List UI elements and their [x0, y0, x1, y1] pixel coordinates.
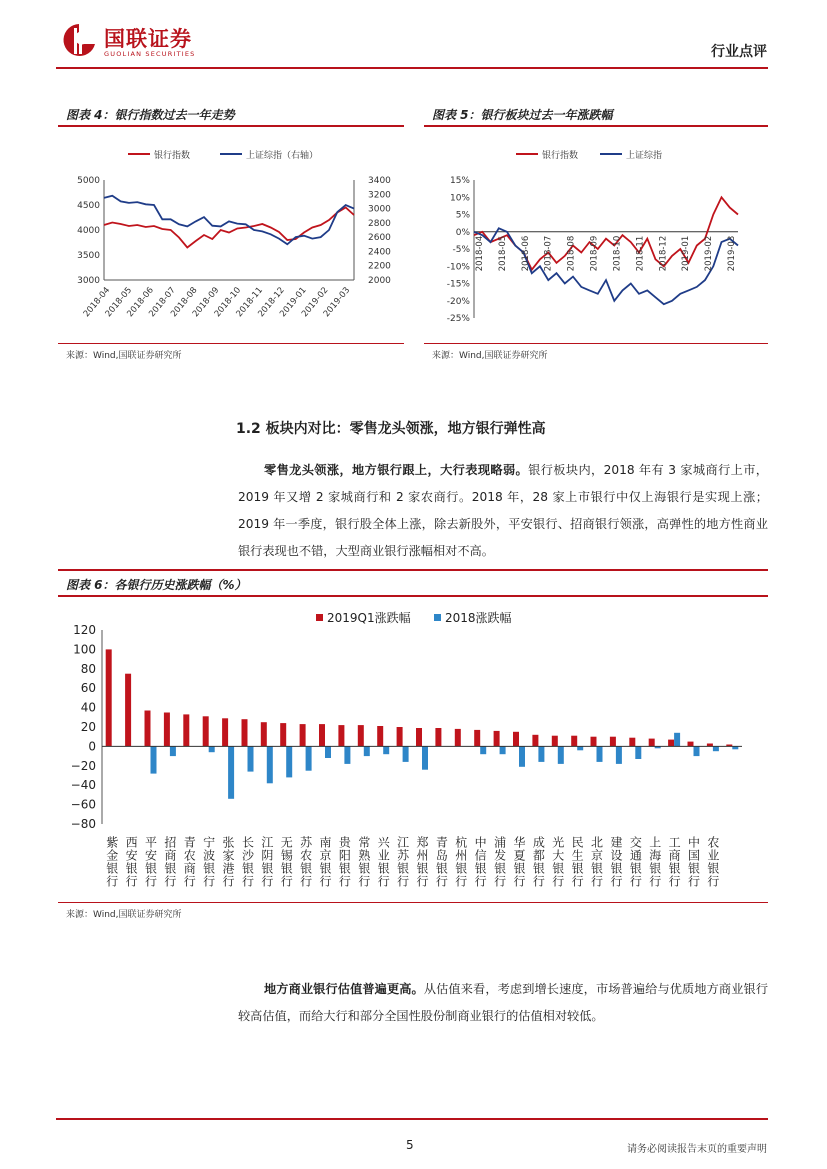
x-tick: 青岛银行	[434, 836, 449, 888]
fig6-title: 图表 6：各银行历史涨跌幅（%）	[66, 578, 247, 592]
x-tick: 杭州银行	[453, 836, 468, 888]
legend-swatch	[434, 614, 441, 621]
report-type-label: 行业点评	[711, 44, 767, 60]
series-line	[104, 196, 354, 245]
fig4-title: 图表 4：银行指数过去一年走势	[66, 108, 235, 122]
bar-2019q1	[280, 723, 286, 746]
bar-2019q1	[242, 719, 248, 746]
y-tick: -20%	[446, 296, 470, 307]
x-tick: 西安银行	[124, 836, 139, 888]
bar-2018	[480, 746, 486, 754]
bar-2019q1	[203, 716, 209, 746]
bar-2018	[694, 746, 700, 756]
x-tick: 青农商行	[182, 836, 197, 888]
paragraph-body: 银行板块内，2018 年有 3 家城商行上市，2019 年又增 2 家城商行和 2 家农商行。2018 年，28 家上市银行中仅上海银行是实现上涨；2019 年一季度，银行股全体上涨，除去新股外，平安银行、招商银行领涨，高弹性的地方性商业银行表现也不错，大型商业银行涨幅相对不高。	[238, 463, 768, 558]
x-tick: 紫金银行	[104, 836, 119, 888]
bar-2019q1	[358, 725, 364, 746]
y-tick: 40	[80, 700, 96, 715]
x-tick: 2018-04	[81, 285, 113, 320]
bar-2019q1	[145, 711, 151, 747]
fig4-chart	[58, 130, 404, 342]
bar-2019q1	[571, 736, 577, 747]
fig5-source: 来源：Wind,国联证券研究所	[432, 351, 548, 361]
y-tick: 100	[73, 642, 96, 657]
x-tick: 2018-08	[169, 285, 200, 320]
x-tick: 上海银行	[647, 836, 662, 888]
y-right-tick: 2600	[368, 233, 391, 244]
fig5-rule	[424, 125, 768, 127]
bar-2018	[597, 746, 603, 762]
bar-2018	[422, 746, 428, 769]
x-tick: 郑州银行	[415, 836, 429, 888]
y-tick: 0	[88, 739, 96, 754]
x-tick: 招商银行	[162, 836, 177, 888]
page-number: 5	[406, 1138, 414, 1152]
legend-label: 2019Q1涨跌幅	[327, 611, 411, 625]
bar-2019q1	[688, 742, 694, 747]
fig4-bottom-rule	[58, 343, 404, 344]
valuation-body: 从估值来看，考虑到增长速度，市场普遍给与优质地方商业银行较高估值，而给大行和部分全国性股份制商业银行的估值相对较低。	[238, 982, 769, 1023]
bar-2019q1	[261, 722, 267, 746]
x-tick: 2019-02	[704, 235, 715, 272]
x-tick: 2019-02	[299, 285, 331, 320]
bar-2018	[558, 746, 564, 764]
bar-2019q1	[474, 730, 480, 747]
fig6-bottom-rule	[58, 902, 768, 903]
bar-2019q1	[494, 731, 500, 747]
x-tick: 江阴银行	[259, 836, 274, 888]
x-tick: 中国银行	[686, 836, 701, 888]
x-tick: 浦发银行	[492, 836, 507, 888]
bar-2019q1	[629, 738, 635, 747]
y-tick: 120	[73, 623, 96, 637]
bar-2018	[306, 746, 312, 770]
bar-2019q1	[164, 713, 170, 747]
valuation-paragraph	[238, 976, 768, 1030]
valuation-lead: 地方商业银行估值普遍更高。	[264, 982, 424, 996]
bar-2019q1	[455, 729, 461, 747]
y-right-tick: 2800	[368, 218, 391, 229]
section-paragraph	[238, 457, 768, 565]
bar-2019q1	[222, 718, 228, 746]
legend-label: 上证综指（右轴）	[246, 151, 319, 161]
x-tick: 宁波银行	[201, 836, 216, 888]
x-tick: 贵阳银行	[337, 836, 352, 888]
x-tick: 光大银行	[550, 836, 565, 888]
y-tick: 20	[80, 720, 96, 734]
x-tick: 兴业银行	[376, 836, 391, 888]
bar-2018	[403, 746, 409, 762]
x-tick: 平安银行	[143, 836, 158, 888]
y-left-tick: 3500	[77, 251, 100, 261]
x-tick: 2018-10	[612, 235, 623, 272]
y-left-tick: 4500	[77, 201, 100, 211]
bar-2019q1	[300, 724, 306, 746]
fig6-source: 来源：Wind,国联证券研究所	[66, 910, 182, 920]
x-tick: 中信银行	[473, 836, 488, 888]
legend-label: 上证综指	[626, 151, 663, 161]
bar-2019q1	[552, 736, 558, 747]
bar-2018	[500, 746, 506, 754]
x-tick: 苏农银行	[298, 836, 313, 888]
bar-2019q1	[106, 649, 112, 746]
x-tick: 建设银行	[608, 836, 623, 888]
legend-label: 银行指数	[154, 151, 191, 161]
x-tick: 华夏银行	[511, 836, 526, 888]
legend-swatch	[316, 614, 323, 621]
bar-2019q1	[183, 714, 189, 746]
x-tick: 2019-03	[727, 235, 737, 272]
y-tick: -10%	[446, 262, 470, 273]
x-tick: 2018-09	[190, 285, 222, 320]
bar-2018	[577, 746, 583, 750]
bar-2018	[170, 746, 176, 756]
x-tick: 北京银行	[589, 836, 604, 888]
x-tick: 2018-07	[147, 285, 178, 320]
x-tick: 2018-08	[566, 235, 577, 272]
y-tick: -5%	[452, 245, 470, 255]
fig5-title: 图表 5：银行板块过去一年涨跌幅	[432, 108, 613, 122]
x-tick: 无锡银行	[279, 836, 294, 888]
y-tick: −60	[70, 797, 96, 812]
x-tick: 2018-07	[543, 235, 554, 272]
series-line	[474, 197, 738, 269]
x-tick: 交通银行	[628, 836, 643, 888]
y-left-tick: 4000	[77, 226, 100, 236]
x-tick: 2018-11	[234, 285, 266, 320]
y-tick: -25%	[446, 314, 470, 324]
header-divider	[56, 67, 768, 69]
y-tick: -15%	[446, 279, 470, 290]
bar-2019q1	[668, 740, 674, 747]
bar-2018	[383, 746, 389, 754]
y-tick: −80	[70, 817, 96, 831]
bar-2018	[364, 746, 370, 756]
bar-2019q1	[416, 728, 422, 746]
y-left-tick: 3000	[77, 276, 100, 286]
series-line	[104, 208, 354, 248]
x-tick: 农业银行	[705, 836, 720, 888]
x-tick: 2018-12	[256, 285, 287, 320]
x-tick: 民生银行	[570, 836, 585, 888]
disclaimer-text: 请务必阅读报告末页的重要声明	[627, 1144, 767, 1155]
y-tick: 15%	[449, 176, 470, 186]
bar-2019q1	[125, 674, 131, 747]
bar-2018	[248, 746, 254, 771]
x-tick: 2018-10	[212, 285, 244, 320]
y-tick: 0%	[455, 227, 470, 238]
fig6-rule	[58, 595, 768, 597]
y-tick: 10%	[449, 193, 470, 204]
bar-2018	[228, 746, 234, 798]
x-tick: 2018-06	[125, 285, 156, 320]
logo-subtext: GUOLIAN SECURITIES	[104, 50, 196, 58]
bar-2019q1	[610, 737, 616, 747]
x-tick: 2018-05	[103, 285, 135, 320]
logo-text: 国联证券	[104, 27, 192, 51]
bar-2018	[344, 746, 350, 764]
bar-2018	[325, 746, 331, 758]
bar-2019q1	[591, 737, 597, 747]
y-tick: −20	[70, 758, 96, 773]
fig6-chart	[58, 600, 768, 900]
fig5-bottom-rule	[424, 343, 768, 344]
bar-2018	[519, 746, 525, 766]
bar-2018	[267, 746, 273, 783]
x-tick: 张家港行	[221, 836, 236, 888]
x-tick: 2018-05	[497, 235, 508, 272]
x-tick: 2019-01	[681, 235, 692, 272]
x-tick: 成都银行	[531, 836, 546, 888]
x-tick: 南京银行	[318, 836, 333, 888]
x-tick: 2018-12	[658, 235, 669, 272]
x-tick: 2018-11	[635, 235, 646, 272]
x-tick: 常熟银行	[356, 836, 371, 888]
x-tick: 2018-06	[520, 235, 531, 272]
bar-2018	[538, 746, 544, 762]
legend-label: 2018涨跌幅	[445, 611, 512, 625]
y-left-tick: 5000	[77, 176, 100, 186]
y-tick: 60	[80, 681, 96, 696]
x-tick: 江苏银行	[395, 836, 410, 888]
fig4-rule	[58, 125, 404, 127]
fig6-top-rule	[58, 569, 768, 571]
bar-2019q1	[377, 726, 383, 746]
y-right-tick: 3200	[368, 190, 391, 201]
legend-label: 银行指数	[542, 151, 579, 161]
y-tick: 80	[80, 661, 96, 676]
y-right-tick: 3000	[368, 204, 391, 215]
bar-2019q1	[513, 732, 519, 747]
bar-2018	[635, 746, 641, 759]
bar-2019q1	[319, 724, 325, 746]
y-right-tick: 2000	[368, 276, 391, 286]
y-right-tick: 2200	[368, 261, 391, 272]
bar-2018	[209, 746, 215, 752]
fig5-chart	[424, 130, 768, 342]
y-right-tick: 3400	[368, 176, 391, 186]
bar-2018	[151, 746, 157, 773]
x-tick: 工商银行	[667, 836, 682, 888]
x-tick: 2019-01	[278, 285, 309, 320]
bar-2019q1	[397, 727, 403, 746]
section-title: 1.2 板块内对比：零售龙头领涨，地方银行弹性高	[236, 421, 546, 437]
footer-divider	[56, 1118, 768, 1120]
x-tick: 2019-03	[321, 285, 353, 320]
bar-2018	[286, 746, 292, 777]
x-tick: 2018-09	[589, 235, 600, 272]
bar-2018	[616, 746, 622, 764]
bar-2019q1	[649, 739, 655, 747]
bar-2019q1	[435, 728, 441, 746]
y-tick: −40	[70, 778, 96, 793]
bar-2018	[674, 733, 680, 747]
paragraph-lead: 零售龙头领涨，地方银行跟上，大行表现略弱。	[264, 463, 529, 477]
y-right-tick: 2400	[368, 247, 391, 258]
fig4-source: 来源：Wind,国联证券研究所	[66, 351, 182, 361]
y-tick: 5%	[455, 210, 470, 221]
logo-mark-icon	[62, 22, 96, 60]
bar-2018	[713, 746, 719, 751]
x-tick: 长沙银行	[240, 836, 255, 888]
bar-2019q1	[338, 725, 344, 746]
x-tick: 2018-04	[475, 235, 485, 272]
bar-2019q1	[532, 735, 538, 747]
